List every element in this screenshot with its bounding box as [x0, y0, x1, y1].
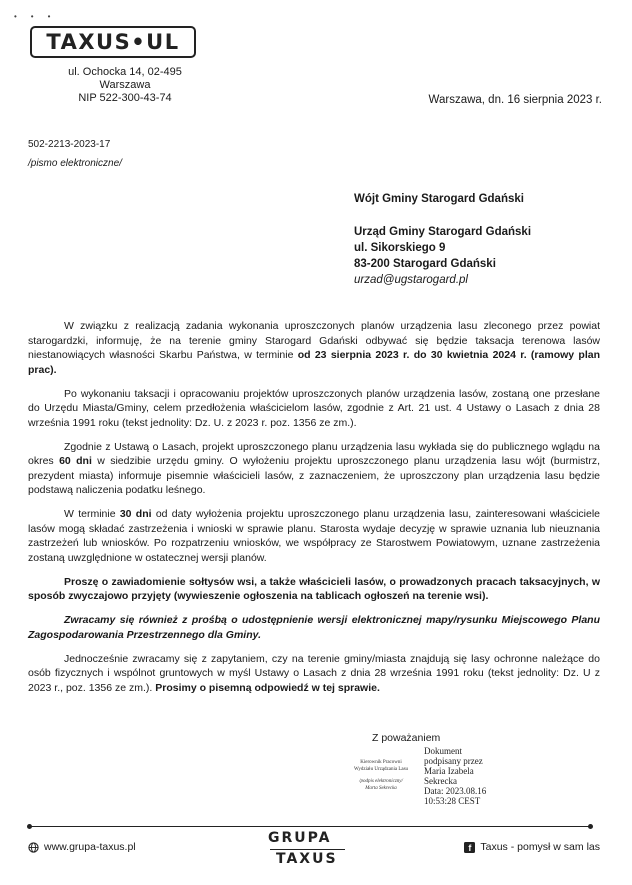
closing-greeting: Z poważaniem	[372, 732, 441, 744]
address-line: ul. Ochocka 14, 02-495 Warszawa	[68, 66, 182, 91]
footer-dot-left	[27, 824, 32, 829]
footer-brand-bottom: TAXUS	[276, 851, 338, 867]
reference-number: 502-2213-2023-17	[28, 139, 111, 150]
facebook-link[interactable]: Taxus - pomysł w sam las	[480, 841, 600, 853]
footer-brand-top: GRUPA	[268, 830, 332, 846]
paragraph-4: W terminie 30 dni od daty wyłożenia projektu uproszczonego planu urządzenia lasu, zainteresowani właściciele lasów mogą składać zastrzeżenia i wnioski w sprawie planu. Starosta wydaje decyzję w sprawie uznania lub nieuznania zastrzeżeń lub wniosków. Po rozpatrzeniu wniosków, we współpracy ze Starostwem Powiatowym, uznane zastrzeżenia zostaną uwzględnione w ostatecznej wersji planów.	[28, 508, 601, 564]
footer-brand-rule	[270, 849, 345, 850]
paragraph-1: W związku z realizacją zadania wykonania uproszczonych planów urządzenia lasu zleconego przez powiat starogardzki, informuję, że na terenie gminy Starogard Gdański odbywać się będzie taksacja terenowa lasów niestanowiących własności Skarbu Państwa, w terminie od 23 sierpnia 2023 r. do 30 kwietnia 2024 r. (ramowy plan prac).	[28, 320, 600, 376]
signature-stamp: Kierownik Pracowni Wydziału Urządzania Lasu /podpis elektroniczny/ Marta Sekrecka	[353, 760, 409, 791]
website-link[interactable]: www.grupa-taxus.pl	[44, 841, 136, 853]
logo-dots: •••	[14, 12, 65, 21]
recipient-address	[354, 224, 531, 288]
delivery-note: /pismo elektroniczne/	[28, 158, 122, 169]
globe-icon	[28, 842, 39, 853]
footer-website[interactable]	[28, 841, 136, 853]
paragraph-5: Proszę o zawiadomienie sołtysów wsi, a także właścicieli lasów, o prowadzonych pracach taksacyjnych, w sposób zwyczajowo przyjęty (wywieszenie ogłoszenia na tablicach ogłoszeń na terenie wsi).	[28, 575, 600, 602]
paragraph-2: Po wykonaniu taksacji i opracowaniu projektów uproszczonych planów urządzenia lasów, zostaną one przesłane do Urzędu Miasta/Gminy, celem przedłożenia właścicielom lasów, zgodnie z Art. 21 ust. 4 Ustawy o Lasach z dnia 28 września 1991 roku (tekst jednolity: Dz. U. z 2023 r. poz. 1356 ze zm.).	[28, 387, 600, 429]
office-name: Urząd Gminy Starogard Gdański	[354, 226, 532, 238]
paragraph-6: Zwracamy się również z prośbą o udostępnienie wersji elektronicznej mapy/rysunku Miejscowego Planu Zagospodarowania Przestrzennego dla Gminy.	[28, 614, 600, 641]
footer-dot-right	[588, 824, 593, 829]
paragraph-7: Jednocześnie zwracamy się z zapytaniem, czy na terenie gminy/miasta znajdują się lasy ochronne należące do osób fizycznych i wspólnot gruntowych w myśl Ustawy o Lasach z dnia 28 września 1991 roku (tekst jednolity: Dz. U z 2023 r., poz. 1356 ze zm.). Prosimy o pisemną odpowiedź w tej sprawie.	[28, 652, 600, 694]
nip-line: NIP 522-300-43-74	[78, 92, 172, 104]
facebook-icon: f	[464, 842, 475, 853]
company-logo: TAXUS•UL	[30, 26, 196, 58]
office-city: 83-200 Starogard Gdański	[354, 258, 496, 270]
footer-facebook[interactable]	[464, 841, 600, 853]
paragraph-3: Zgodnie z Ustawą o Lasach, projekt uproszczonego planu urządzenia lasu wykłada się do publicznego wglądu na okres 60 dni w siedzibie urzędu gminy. O wyłożeniu projektu uproszczonego planu urządzenia lasu wójt (burmistrz, prezydent miasta) informuje pisemnie właścicieli lasów, z zaznaczeniem, że uproszczony plan urządzenia lasu będzie podstawą naliczenia podatku leśnego.	[28, 440, 600, 496]
reference-block	[28, 135, 122, 173]
office-email: urzad@ugstarogard.pl	[354, 274, 468, 286]
office-street: ul. Sikorskiego 9	[354, 242, 446, 254]
electronic-signature: Dokument podpisany przez Maria Izabela Sekrecka Data: 2023.08.16 10:53:28 CEST	[424, 746, 487, 806]
letter-body	[28, 319, 600, 705]
footer-divider	[30, 826, 590, 827]
letter-date: Warszawa, dn. 16 sierpnia 2023 r.	[428, 94, 602, 106]
recipient-title: Wójt Gminy Starogard Gdański	[354, 193, 524, 205]
company-address	[50, 66, 200, 105]
